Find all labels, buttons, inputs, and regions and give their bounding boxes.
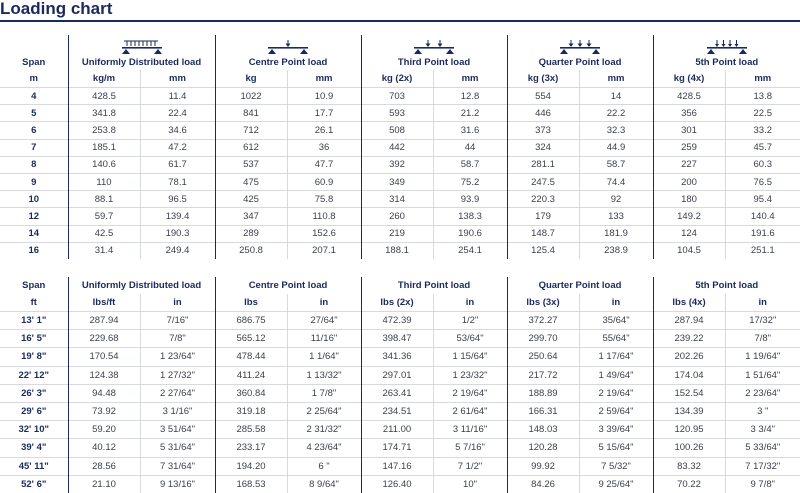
metric-table-cell: 475 xyxy=(215,173,287,190)
imperial-table-cell: 287.94 xyxy=(653,312,725,330)
imperial-span-value: 22' 12" xyxy=(0,366,68,384)
metric-table-row xyxy=(0,156,800,173)
metric-group-udl xyxy=(68,35,215,70)
metric-table-cell: 428.5 xyxy=(68,88,140,105)
imperial-table-cell: 55/64" xyxy=(579,330,653,348)
page-title: Loading chart xyxy=(0,0,113,18)
imperial-table-cell: 3 39/64" xyxy=(579,421,653,439)
metric-table-cell: 61.7 xyxy=(140,156,215,173)
imperial-group-label-udl: Uniformly Distributed load xyxy=(68,277,215,294)
metric-table-cell: 45.7 xyxy=(725,139,800,156)
imperial-table-cell: 168.53 xyxy=(215,475,287,493)
metric-group-header-row xyxy=(0,35,800,70)
third-point-beam-icon xyxy=(412,40,456,55)
metric-table-cell: 554 xyxy=(507,88,579,105)
imperial-table-cell: 174.04 xyxy=(653,366,725,384)
metric-group-quarter xyxy=(507,35,653,70)
imperial-table-cell: 565.12 xyxy=(215,330,287,348)
imperial-table-cell: 152.54 xyxy=(653,384,725,402)
metric-table-cell: 259 xyxy=(653,139,725,156)
metric-table-cell: 841 xyxy=(215,105,287,122)
centre-point-beam-icon xyxy=(266,40,310,55)
imperial-table-cell: 2 25/64" xyxy=(287,402,361,420)
imperial-table-cell: 126.40 xyxy=(361,475,433,493)
imperial-table-cell: 285.58 xyxy=(215,421,287,439)
imperial-table-cell: 287.94 xyxy=(68,312,140,330)
imperial-group-label-quarter: Quarter Point load xyxy=(507,277,653,294)
imperial-table-cell: 148.03 xyxy=(507,421,579,439)
metric-table-cell: 347 xyxy=(215,208,287,225)
metric-table-cell: 58.7 xyxy=(433,156,507,173)
imperial-table-cell: 188.89 xyxy=(507,384,579,402)
metric-unit: mm xyxy=(579,70,653,88)
metric-table-cell: 12.8 xyxy=(433,88,507,105)
imperial-table-cell: 21.10 xyxy=(68,475,140,493)
metric-unit: mm xyxy=(725,70,800,88)
metric-table-cell: 149.2 xyxy=(653,208,725,225)
imperial-span-value: 29' 6" xyxy=(0,402,68,420)
imperial-span-value: 19' 8" xyxy=(0,348,68,366)
metric-table-cell: 96.5 xyxy=(140,191,215,208)
metric-table-cell: 508 xyxy=(361,122,433,139)
imperial-table-cell: 1 23/64" xyxy=(140,348,215,366)
imperial-table-cell: 372.27 xyxy=(507,312,579,330)
metric-table-cell: 712 xyxy=(215,122,287,139)
imperial-table-cell: 360.84 xyxy=(215,384,287,402)
imperial-unit: in xyxy=(725,294,800,312)
imperial-span-unit: ft xyxy=(30,297,37,308)
imperial-table-row xyxy=(0,475,800,493)
imperial-table-cell: 2 59/64" xyxy=(579,402,653,420)
imperial-table-cell: 10" xyxy=(433,475,507,493)
metric-group-label-udl: Uniformly Distributed load xyxy=(81,57,202,68)
imperial-table-body xyxy=(0,312,800,493)
imperial-units-row xyxy=(0,294,800,312)
imperial-table-cell: 5 33/64" xyxy=(725,439,800,457)
metric-span-unit: m xyxy=(29,73,38,84)
imperial-unit: lbs (3x) xyxy=(507,294,579,312)
metric-span-value: 16 xyxy=(0,242,68,259)
imperial-group-label-fifth: 5th Point load xyxy=(653,277,800,294)
metric-loading-table xyxy=(0,35,800,259)
imperial-table-cell: 1 51/64" xyxy=(725,366,800,384)
imperial-span-value: 39' 4" xyxy=(0,439,68,457)
imperial-table-cell: 17/32" xyxy=(725,312,800,330)
imperial-table-cell: 5 31/64" xyxy=(140,439,215,457)
metric-table-row xyxy=(0,225,800,242)
metric-table-cell: 537 xyxy=(215,156,287,173)
metric-table-cell: 356 xyxy=(653,105,725,122)
imperial-group-label-third: Third Point load xyxy=(361,277,507,294)
imperial-table-cell: 124.38 xyxy=(68,366,140,384)
imperial-table-cell: 7 17/32" xyxy=(725,457,800,475)
imperial-table-cell: 166.31 xyxy=(507,402,579,420)
metric-table-row xyxy=(0,122,800,139)
metric-table-cell: 207.1 xyxy=(287,242,361,259)
metric-table-cell: 179 xyxy=(507,208,579,225)
imperial-table-cell: 99.92 xyxy=(507,457,579,475)
imperial-table-cell: 1 23/32" xyxy=(433,366,507,384)
metric-table-cell: 36 xyxy=(287,139,361,156)
imperial-table-cell: 53/64" xyxy=(433,330,507,348)
metric-table-cell: 190.6 xyxy=(433,225,507,242)
imperial-table-cell: 2 23/64" xyxy=(725,384,800,402)
imperial-table-cell: 6 " xyxy=(287,457,361,475)
metric-table-cell: 251.1 xyxy=(725,242,800,259)
metric-table-cell: 200 xyxy=(653,173,725,190)
metric-table-cell: 95.4 xyxy=(725,191,800,208)
imperial-table-cell: 35/64" xyxy=(579,312,653,330)
metric-table-cell: 26.1 xyxy=(287,122,361,139)
metric-table-cell: 93.9 xyxy=(433,191,507,208)
imperial-table-cell: 8 9/64" xyxy=(287,475,361,493)
metric-table-cell: 247.5 xyxy=(507,173,579,190)
imperial-table-cell: 1 27/32" xyxy=(140,366,215,384)
metric-table-cell: 58.7 xyxy=(579,156,653,173)
metric-table-cell: 324 xyxy=(507,139,579,156)
metric-table-cell: 32.3 xyxy=(579,122,653,139)
metric-table-cell: 44.9 xyxy=(579,139,653,156)
imperial-table-cell: 27/64" xyxy=(287,312,361,330)
imperial-table-cell: 40.12 xyxy=(68,439,140,457)
metric-unit: kg (2x) xyxy=(361,70,433,88)
metric-table-cell: 22.4 xyxy=(140,105,215,122)
imperial-table-cell: 229.68 xyxy=(68,330,140,348)
imperial-table-cell: 211.00 xyxy=(361,421,433,439)
metric-span-value: 5 xyxy=(0,105,68,122)
imperial-table-cell: 174.71 xyxy=(361,439,433,457)
metric-span-value: 9 xyxy=(0,173,68,190)
metric-table-cell: 220.3 xyxy=(507,191,579,208)
metric-table-cell: 188.1 xyxy=(361,242,433,259)
metric-span-header: Span xyxy=(22,57,46,68)
imperial-table-row xyxy=(0,439,800,457)
metric-table-cell: 253.8 xyxy=(68,122,140,139)
metric-table-cell: 227 xyxy=(653,156,725,173)
imperial-group-label-centre: Centre Point load xyxy=(215,277,361,294)
imperial-table-cell: 3 " xyxy=(725,402,800,420)
metric-table-row xyxy=(0,105,800,122)
imperial-unit: lbs xyxy=(215,294,287,312)
metric-table-cell: 148.7 xyxy=(507,225,579,242)
imperial-span-value: 52' 6" xyxy=(0,475,68,493)
metric-table-cell: 191.6 xyxy=(725,225,800,242)
metric-group-label-quarter: Quarter Point load xyxy=(538,57,622,68)
metric-table-cell: 75.2 xyxy=(433,173,507,190)
imperial-table-cell: 170.54 xyxy=(68,348,140,366)
imperial-table-cell: 2 19/64" xyxy=(579,384,653,402)
imperial-table-cell: 3 3/4" xyxy=(725,421,800,439)
imperial-table-cell: 297.01 xyxy=(361,366,433,384)
metric-table-cell: 110 xyxy=(68,173,140,190)
imperial-table-cell: 83.32 xyxy=(653,457,725,475)
metric-span-value: 14 xyxy=(0,225,68,242)
imperial-table-cell: 7/16" xyxy=(140,312,215,330)
metric-table-body xyxy=(0,88,800,259)
imperial-unit: in xyxy=(579,294,653,312)
metric-table-cell: 703 xyxy=(361,88,433,105)
metric-table-cell: 17.7 xyxy=(287,105,361,122)
imperial-table-cell: 9 13/16" xyxy=(140,475,215,493)
imperial-table-cell: 263.41 xyxy=(361,384,433,402)
metric-unit: kg (3x) xyxy=(507,70,579,88)
metric-table-cell: 281.1 xyxy=(507,156,579,173)
metric-table-cell: 373 xyxy=(507,122,579,139)
imperial-table-row xyxy=(0,402,800,420)
metric-table-cell: 78.1 xyxy=(140,173,215,190)
metric-table-cell: 341.8 xyxy=(68,105,140,122)
imperial-table-cell: 3 51/64" xyxy=(140,421,215,439)
metric-table-cell: 110.8 xyxy=(287,208,361,225)
metric-table-cell: 612 xyxy=(215,139,287,156)
metric-table-cell: 31.6 xyxy=(433,122,507,139)
metric-table-cell: 13.8 xyxy=(725,88,800,105)
metric-table-cell: 593 xyxy=(361,105,433,122)
fifth-point-beam-icon xyxy=(705,40,749,55)
imperial-table-cell: 134.39 xyxy=(653,402,725,420)
imperial-table-cell: 147.16 xyxy=(361,457,433,475)
metric-table-row xyxy=(0,88,800,105)
metric-table-cell: 249.4 xyxy=(140,242,215,259)
imperial-table-cell: 7 31/64" xyxy=(140,457,215,475)
metric-unit: kg/m xyxy=(68,70,140,88)
metric-table-cell: 140.4 xyxy=(725,208,800,225)
metric-table-cell: 1022 xyxy=(215,88,287,105)
metric-table-cell: 47.7 xyxy=(287,156,361,173)
metric-span-value: 8 xyxy=(0,156,68,173)
imperial-span-value: 16' 5" xyxy=(0,330,68,348)
metric-table-cell: 254.1 xyxy=(433,242,507,259)
metric-table-cell: 238.9 xyxy=(579,242,653,259)
imperial-unit: in xyxy=(140,294,215,312)
imperial-table-row xyxy=(0,312,800,330)
metric-table-cell: 314 xyxy=(361,191,433,208)
imperial-table-cell: 7/8" xyxy=(140,330,215,348)
imperial-table-row xyxy=(0,348,800,366)
imperial-table-cell: 478.44 xyxy=(215,348,287,366)
metric-table-cell: 22.2 xyxy=(579,105,653,122)
metric-table-cell: 190.3 xyxy=(140,225,215,242)
metric-table-row xyxy=(0,208,800,225)
metric-table-cell: 76.5 xyxy=(725,173,800,190)
metric-table-row xyxy=(0,191,800,208)
imperial-table-cell: 5 15/64" xyxy=(579,439,653,457)
imperial-table-cell: 100.26 xyxy=(653,439,725,457)
metric-table-cell: 21.2 xyxy=(433,105,507,122)
imperial-table-cell: 70.22 xyxy=(653,475,725,493)
metric-table-cell: 92 xyxy=(579,191,653,208)
imperial-table-cell: 3 11/16" xyxy=(433,421,507,439)
metric-table-cell: 138.3 xyxy=(433,208,507,225)
imperial-table-cell: 7 1/2" xyxy=(433,457,507,475)
metric-table-cell: 22.5 xyxy=(725,105,800,122)
metric-table-cell: 74.4 xyxy=(579,173,653,190)
metric-span-value: 6 xyxy=(0,122,68,139)
imperial-unit: in xyxy=(433,294,507,312)
imperial-loading-table xyxy=(0,277,800,493)
imperial-table-cell: 94.48 xyxy=(68,384,140,402)
metric-table-cell: 14 xyxy=(579,88,653,105)
imperial-table-cell: 9 25/64" xyxy=(579,475,653,493)
imperial-table-cell: 2 27/64" xyxy=(140,384,215,402)
imperial-table-cell: 120.28 xyxy=(507,439,579,457)
imperial-table-cell: 7 5/32" xyxy=(579,457,653,475)
metric-table-cell: 392 xyxy=(361,156,433,173)
imperial-unit: lbs (2x) xyxy=(361,294,433,312)
imperial-span-value: 45' 11" xyxy=(0,457,68,475)
metric-table-cell: 31.4 xyxy=(68,242,140,259)
metric-table-cell: 140.6 xyxy=(68,156,140,173)
quarter-point-beam-icon xyxy=(558,40,602,55)
metric-unit: kg xyxy=(215,70,287,88)
metric-table-cell: 442 xyxy=(361,139,433,156)
imperial-unit: lbs (4x) xyxy=(653,294,725,312)
imperial-span-value: 13' 1" xyxy=(0,312,68,330)
imperial-table-cell: 341.36 xyxy=(361,348,433,366)
imperial-table-cell: 250.64 xyxy=(507,348,579,366)
imperial-table-cell: 1 13/32" xyxy=(287,366,361,384)
metric-table-cell: 59.7 xyxy=(68,208,140,225)
metric-units-row xyxy=(0,70,800,88)
imperial-table-row xyxy=(0,421,800,439)
metric-unit: kg (4x) xyxy=(653,70,725,88)
imperial-table-cell: 11/16" xyxy=(287,330,361,348)
metric-table-row xyxy=(0,139,800,156)
metric-table-cell: 133 xyxy=(579,208,653,225)
metric-table-cell: 34.6 xyxy=(140,122,215,139)
imperial-table-cell: 239.22 xyxy=(653,330,725,348)
metric-span-value: 7 xyxy=(0,139,68,156)
metric-table-cell: 10.9 xyxy=(287,88,361,105)
metric-table-cell: 60.9 xyxy=(287,173,361,190)
imperial-table-cell: 472.39 xyxy=(361,312,433,330)
metric-span-value: 12 xyxy=(0,208,68,225)
metric-table-cell: 301 xyxy=(653,122,725,139)
metric-table-row xyxy=(0,242,800,259)
metric-table-cell: 446 xyxy=(507,105,579,122)
imperial-table-cell: 2 31/32" xyxy=(287,421,361,439)
imperial-table-row xyxy=(0,457,800,475)
metric-unit: mm xyxy=(287,70,361,88)
imperial-table-row xyxy=(0,384,800,402)
imperial-table-cell: 1 19/64" xyxy=(725,348,800,366)
metric-table-cell: 125.4 xyxy=(507,242,579,259)
imperial-table-row xyxy=(0,330,800,348)
metric-table-cell: 75.8 xyxy=(287,191,361,208)
metric-table-cell: 425 xyxy=(215,191,287,208)
metric-table-cell: 289 xyxy=(215,225,287,242)
metric-group-centre xyxy=(215,35,361,70)
imperial-table-cell: 398.47 xyxy=(361,330,433,348)
imperial-table-cell: 4 23/64" xyxy=(287,439,361,457)
imperial-table-cell: 319.18 xyxy=(215,402,287,420)
imperial-span-value: 32' 10" xyxy=(0,421,68,439)
imperial-span-value: 26' 3" xyxy=(0,384,68,402)
imperial-table-cell: 194.20 xyxy=(215,457,287,475)
imperial-table-cell: 59.20 xyxy=(68,421,140,439)
metric-table-cell: 152.6 xyxy=(287,225,361,242)
imperial-table-cell: 9 7/8" xyxy=(725,475,800,493)
title-divider xyxy=(0,20,800,22)
metric-unit: mm xyxy=(140,70,215,88)
metric-table-cell: 260 xyxy=(361,208,433,225)
metric-span-value: 4 xyxy=(0,88,68,105)
metric-table-cell: 219 xyxy=(361,225,433,242)
metric-table-cell: 181.9 xyxy=(579,225,653,242)
metric-table-cell: 124 xyxy=(653,225,725,242)
metric-table-cell: 11.4 xyxy=(140,88,215,105)
imperial-table-cell: 1 1/64" xyxy=(287,348,361,366)
imperial-span-header: Span xyxy=(22,280,46,291)
imperial-table-cell: 84.26 xyxy=(507,475,579,493)
metric-table-cell: 104.5 xyxy=(653,242,725,259)
imperial-table-cell: 28.56 xyxy=(68,457,140,475)
imperial-table-cell: 234.51 xyxy=(361,402,433,420)
metric-group-label-fifth: 5th Point load xyxy=(695,57,759,68)
metric-group-label-third: Third Point load xyxy=(397,57,471,68)
imperial-unit: in xyxy=(287,294,361,312)
metric-table-cell: 33.2 xyxy=(725,122,800,139)
metric-table-cell: 60.3 xyxy=(725,156,800,173)
metric-table-cell: 185.1 xyxy=(68,139,140,156)
imperial-table-cell: 1 49/64" xyxy=(579,366,653,384)
imperial-table-cell: 3 1/16" xyxy=(140,402,215,420)
imperial-table-cell: 1 7/8" xyxy=(287,384,361,402)
imperial-table-cell: 1/2" xyxy=(433,312,507,330)
metric-table-cell: 42.5 xyxy=(68,225,140,242)
metric-table-cell: 349 xyxy=(361,173,433,190)
imperial-table-cell: 7/8" xyxy=(725,330,800,348)
imperial-table-cell: 411.24 xyxy=(215,366,287,384)
imperial-unit: lbs/ft xyxy=(68,294,140,312)
metric-table-cell: 180 xyxy=(653,191,725,208)
imperial-table-cell: 217.72 xyxy=(507,366,579,384)
metric-group-fifth xyxy=(653,35,800,70)
imperial-table-cell: 2 61/64" xyxy=(433,402,507,420)
metric-group-label-centre: Centre Point load xyxy=(248,57,328,68)
imperial-table-cell: 299.70 xyxy=(507,330,579,348)
imperial-group-header-row xyxy=(0,277,800,294)
metric-table-cell: 44 xyxy=(433,139,507,156)
metric-table-row xyxy=(0,173,800,190)
imperial-table-cell: 73.92 xyxy=(68,402,140,420)
imperial-table-cell: 686.75 xyxy=(215,312,287,330)
metric-table-cell: 428.5 xyxy=(653,88,725,105)
metric-table-cell: 250.8 xyxy=(215,242,287,259)
udl-beam-icon xyxy=(120,40,164,55)
metric-table-cell: 139.4 xyxy=(140,208,215,225)
metric-span-value: 10 xyxy=(0,191,68,208)
imperial-table-cell: 5 7/16" xyxy=(433,439,507,457)
imperial-table-cell: 2 19/64" xyxy=(433,384,507,402)
metric-group-third xyxy=(361,35,507,70)
imperial-table-cell: 233.17 xyxy=(215,439,287,457)
metric-table-cell: 47.2 xyxy=(140,139,215,156)
imperial-table-cell: 120.95 xyxy=(653,421,725,439)
metric-table-cell: 88.1 xyxy=(68,191,140,208)
metric-unit: mm xyxy=(433,70,507,88)
imperial-table-row xyxy=(0,366,800,384)
imperial-table-cell: 202.26 xyxy=(653,348,725,366)
imperial-table-cell: 1 17/64" xyxy=(579,348,653,366)
imperial-table-cell: 1 15/64" xyxy=(433,348,507,366)
